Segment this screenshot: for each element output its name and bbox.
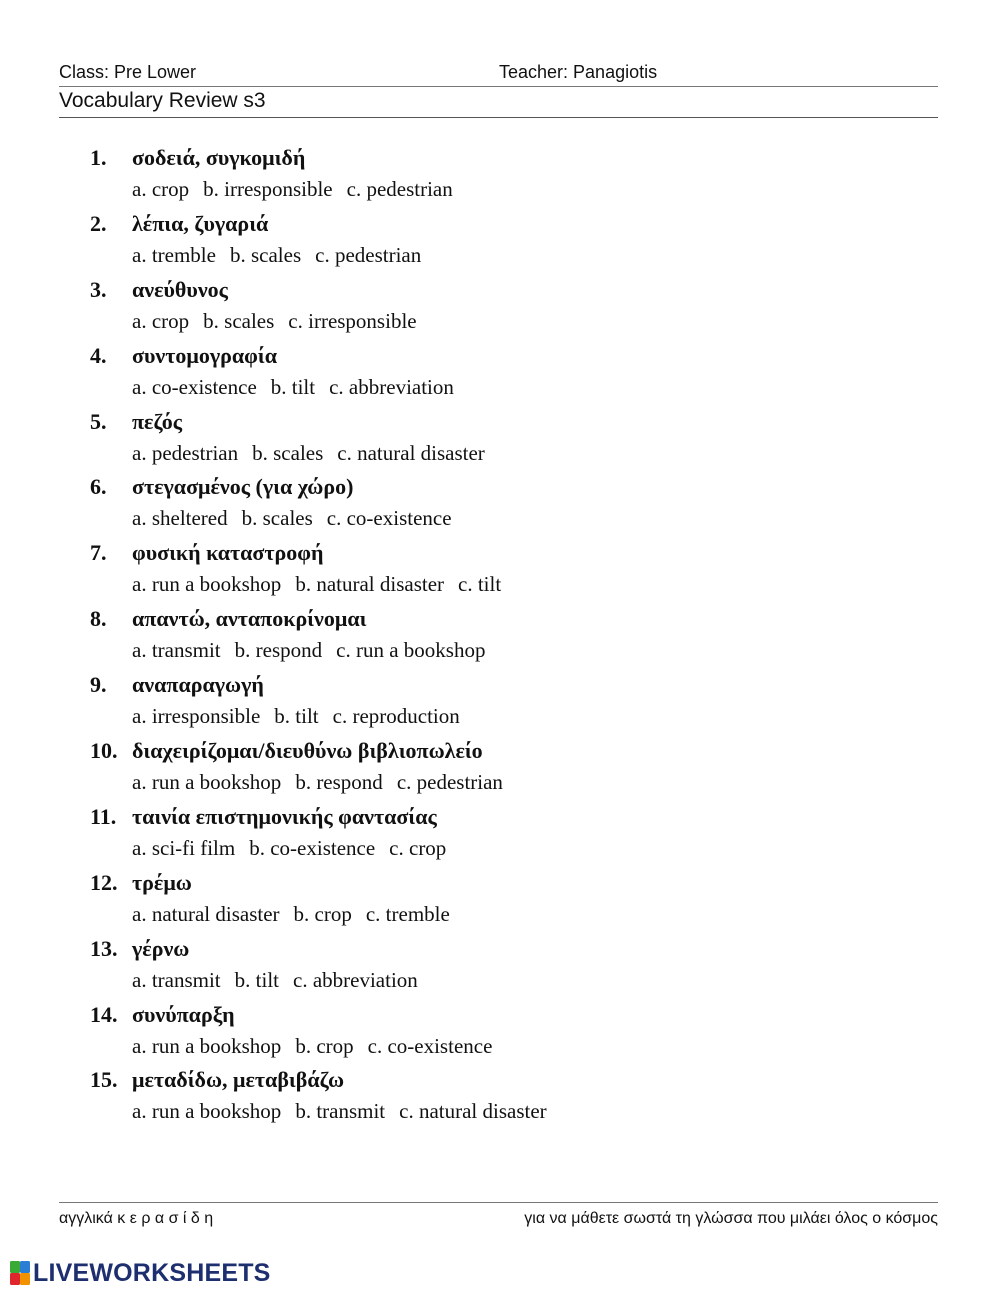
footer-left-text: αγγλικά κ ε ρ α σ ί δ η xyxy=(59,1210,214,1227)
answer-options xyxy=(90,634,910,666)
answer-option[interactable]: a. co-existence xyxy=(132,374,257,399)
answer-options xyxy=(90,964,910,996)
question-line xyxy=(90,933,910,964)
answer-options xyxy=(90,437,910,469)
answer-option[interactable]: a. run a bookshop xyxy=(132,1099,282,1124)
question-line xyxy=(90,274,910,305)
question-prompt: φυσική καταστροφή xyxy=(132,540,324,566)
answer-option[interactable]: b. transmit xyxy=(295,1099,386,1124)
question-item xyxy=(90,142,910,208)
answer-option[interactable]: c. pedestrian xyxy=(396,770,503,795)
answer-option[interactable]: b. tilt xyxy=(274,704,319,729)
answer-option[interactable]: c. co-existence xyxy=(326,506,452,531)
question-line xyxy=(90,603,910,634)
question-number: 12. xyxy=(90,869,118,895)
question-prompt: απαντώ, ανταποκρίνομαι xyxy=(132,606,367,632)
answer-option[interactable]: c. reproduction xyxy=(332,704,460,729)
answer-option[interactable]: c. crop xyxy=(389,835,447,860)
answer-option[interactable]: b. scales xyxy=(252,440,324,465)
question-prompt: ανεύθυνος xyxy=(132,276,228,302)
header-divider xyxy=(59,86,938,87)
worksheet-header xyxy=(59,60,938,86)
question-number: 8. xyxy=(90,606,107,632)
answer-options xyxy=(90,1095,910,1127)
question-item xyxy=(90,999,910,1065)
answer-option[interactable]: a. transmit xyxy=(132,967,221,992)
answer-option[interactable]: c. natural disaster xyxy=(337,440,485,465)
answer-option[interactable]: a. tremble xyxy=(132,242,216,267)
question-prompt: τρέμω xyxy=(132,869,192,895)
answer-option[interactable]: b. crop xyxy=(295,1033,354,1058)
answer-options xyxy=(90,305,910,337)
question-line xyxy=(90,735,910,766)
answer-option[interactable]: b. tilt xyxy=(270,374,316,399)
question-line xyxy=(90,1064,910,1095)
question-prompt: μεταδίδω, μεταβιβάζω xyxy=(132,1067,345,1093)
answer-option[interactable]: b. natural disaster xyxy=(295,572,445,597)
answer-options xyxy=(90,502,910,534)
answer-option[interactable]: c. abbreviation xyxy=(329,374,454,399)
answer-options xyxy=(90,239,910,271)
question-number: 3. xyxy=(90,276,107,302)
teacher-label: Teacher: Panagiotis xyxy=(499,62,658,82)
question-line xyxy=(90,867,910,898)
question-item xyxy=(90,1064,910,1130)
answer-option[interactable]: c. irresponsible xyxy=(288,308,417,333)
worksheet-title: Vocabulary Review s3 xyxy=(59,89,266,112)
footer-divider xyxy=(59,1202,938,1203)
answer-option[interactable]: a. irresponsible xyxy=(132,704,261,729)
answer-option[interactable]: c. tremble xyxy=(365,901,450,926)
question-prompt: διαχειρίζομαι/διευθύνω βιβλιοπωλείο xyxy=(132,738,483,764)
question-prompt: πεζός xyxy=(132,408,183,434)
question-line xyxy=(90,340,910,371)
question-number: 9. xyxy=(90,672,107,698)
answer-option[interactable]: b. crop xyxy=(293,901,352,926)
answer-option[interactable]: c. natural disaster xyxy=(399,1099,547,1124)
question-number: 1. xyxy=(90,145,107,170)
answer-option[interactable]: b. respond xyxy=(234,638,323,663)
answer-option[interactable]: c. co-existence xyxy=(367,1033,493,1058)
question-item xyxy=(90,603,910,669)
answer-option[interactable]: b. scales xyxy=(203,308,275,333)
question-prompt: αναπαραγωγή xyxy=(132,672,264,698)
question-prompt: στεγασμένος (για χώρο) xyxy=(132,474,354,500)
question-item xyxy=(90,867,910,933)
question-number: 15. xyxy=(90,1067,118,1093)
answer-option[interactable]: a. sci-fi film xyxy=(132,835,236,860)
class-label: Class: Pre Lower xyxy=(59,62,197,82)
answer-option[interactable]: c. abbreviation xyxy=(293,967,418,992)
question-item xyxy=(90,801,910,867)
question-number: 14. xyxy=(90,1001,118,1027)
answer-option[interactable]: c. tilt xyxy=(458,572,502,597)
question-item xyxy=(90,274,910,340)
question-number: 5. xyxy=(90,408,107,434)
question-list xyxy=(90,142,910,1130)
answer-option[interactable]: b. scales xyxy=(241,506,313,531)
answer-options xyxy=(90,898,910,930)
question-number: 2. xyxy=(90,210,107,236)
answer-option[interactable]: b. respond xyxy=(295,770,383,795)
answer-option[interactable]: a. natural disaster xyxy=(132,901,280,926)
answer-option[interactable]: b. irresponsible xyxy=(203,177,333,201)
question-line xyxy=(90,999,910,1030)
footer-right-text: για να μάθετε σωστά τη γλώσσα που μιλάει όλος ο κόσμος xyxy=(524,1210,938,1227)
question-number: 4. xyxy=(90,342,107,368)
answer-options xyxy=(90,173,910,205)
question-item xyxy=(90,406,910,472)
question-item xyxy=(90,340,910,406)
answer-option[interactable]: a. run a bookshop xyxy=(132,1033,282,1058)
question-prompt: ταινία επιστημονικής φαντασίας xyxy=(132,803,437,829)
answer-option[interactable]: c. pedestrian xyxy=(346,177,453,201)
answer-options xyxy=(90,568,910,600)
liveworksheets-brand[interactable] xyxy=(10,1259,271,1287)
question-line xyxy=(90,471,910,502)
question-number: 7. xyxy=(90,540,107,566)
brand-name: LIVEWORKSHEETS xyxy=(33,1258,271,1287)
answer-option[interactable]: b. tilt xyxy=(234,967,279,992)
answer-options xyxy=(90,371,910,403)
question-item xyxy=(90,669,910,735)
question-number: 13. xyxy=(90,935,118,961)
question-item xyxy=(90,735,910,801)
question-number: 10. xyxy=(90,738,118,764)
question-item xyxy=(90,208,910,274)
answer-option[interactable]: c. pedestrian xyxy=(315,242,422,267)
question-prompt: λέπια, ζυγαριά xyxy=(132,210,269,236)
answer-option[interactable]: b. co-existence xyxy=(249,835,376,860)
answer-option[interactable]: b. scales xyxy=(229,242,302,267)
title-divider xyxy=(59,117,938,118)
answer-option[interactable]: a. crop xyxy=(132,308,190,333)
answer-options xyxy=(90,766,910,798)
question-item xyxy=(90,933,910,999)
answer-option[interactable]: c. run a bookshop xyxy=(336,638,486,663)
question-prompt: γέρνω xyxy=(132,935,190,961)
question-number: 6. xyxy=(90,474,107,500)
answer-options xyxy=(90,832,910,864)
answer-options xyxy=(90,700,910,732)
liveworksheets-logo-icon xyxy=(10,1261,30,1285)
answer-option[interactable]: a. crop xyxy=(132,177,190,201)
answer-options xyxy=(90,1030,910,1062)
question-item xyxy=(90,471,910,537)
answer-option[interactable]: a. transmit xyxy=(132,638,221,663)
question-line xyxy=(90,669,910,700)
question-prompt: συντομογραφία xyxy=(132,342,277,368)
question-line xyxy=(90,537,910,568)
question-prompt: σοδειά, συγκομιδή xyxy=(132,145,306,170)
question-prompt: συνύπαρξη xyxy=(132,1001,235,1027)
answer-option[interactable]: a. pedestrian xyxy=(132,440,239,465)
question-item xyxy=(90,537,910,603)
question-line xyxy=(90,208,910,239)
answer-option[interactable]: a. sheltered xyxy=(132,506,228,531)
question-line xyxy=(90,406,910,437)
question-line xyxy=(90,142,910,173)
question-number: 11. xyxy=(90,803,117,829)
question-line xyxy=(90,801,910,832)
answer-option[interactable]: a. run a bookshop xyxy=(132,572,282,597)
answer-option[interactable]: a. run a bookshop xyxy=(132,770,282,795)
